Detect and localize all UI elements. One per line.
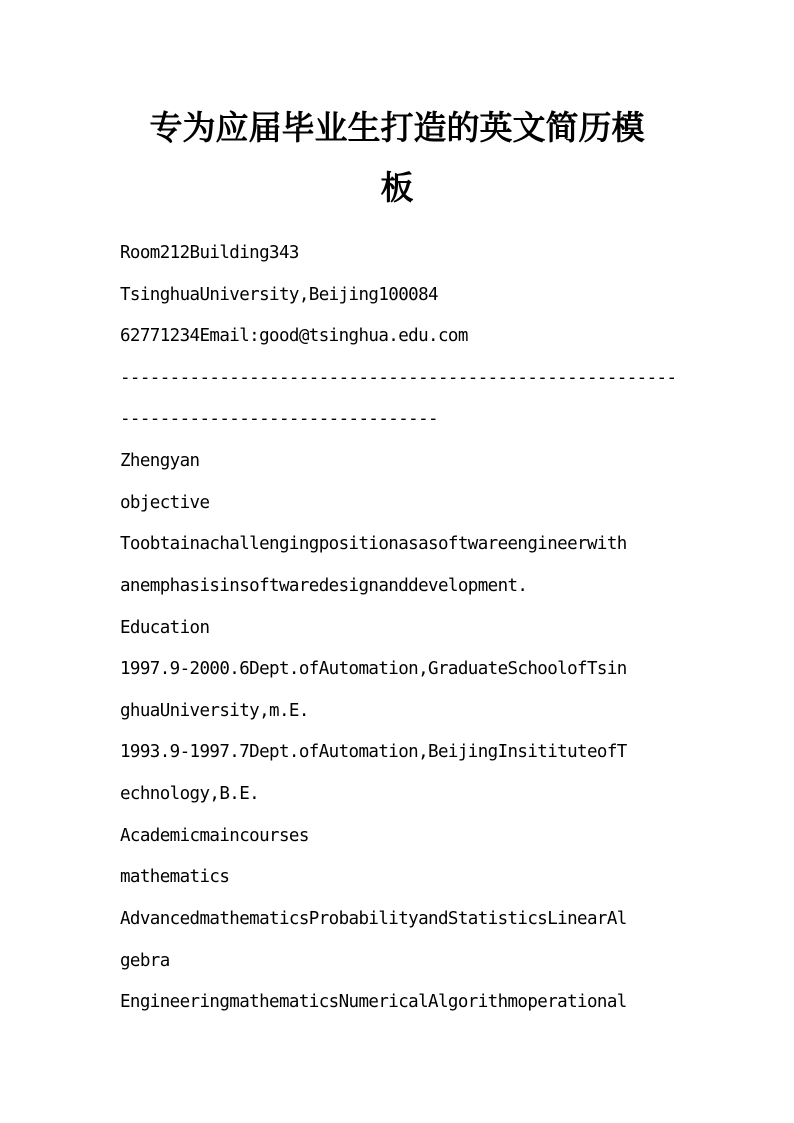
separator-line-continued: --------------------------------	[120, 409, 438, 429]
address-university-line: TsinghuaUniversity,Beijing100084	[120, 285, 438, 305]
course-list-line: EngineeringmathematicsNumericalAlgorithmoperational	[120, 992, 627, 1012]
applicant-name: Zhengyan	[120, 451, 200, 471]
education-entry-line: ghuaUniversity,m.E.	[120, 701, 309, 721]
education-entry-line: 1993.9-1997.7Dept.ofAutomation,BeijingInsitituteofT	[120, 742, 627, 762]
address-room-line: Room212Building343	[120, 243, 299, 263]
course-list-line: gebra	[120, 951, 170, 971]
objective-text-line: Toobtainachallengingpositionasasoftwareengineerwith	[120, 534, 627, 554]
education-entry-line: echnology,B.E.	[120, 784, 260, 804]
education-entry-line: 1997.9-2000.6Dept.ofAutomation,GraduateSchoolofTsin	[120, 659, 627, 679]
contact-phone-email-line: 62771234Email:good@tsinghua.edu.com	[120, 326, 468, 346]
separator-line: --------------------------------------------------------	[120, 368, 677, 388]
document-title-line-2: 板	[380, 168, 414, 207]
objective-text-line: anemphasisinsoftwaredesignanddevelopment.	[120, 576, 528, 596]
section-heading-objective: objective	[120, 493, 210, 513]
course-category-mathematics: mathematics	[120, 867, 230, 887]
course-list-line: AdvancedmathematicsProbabilityandStatisticsLinearAl	[120, 909, 627, 929]
section-heading-courses: Academicmaincourses	[120, 826, 309, 846]
document-title-line-1: 专为应届毕业生打造的英文简历模	[149, 108, 645, 147]
section-heading-education: Education	[120, 618, 210, 638]
